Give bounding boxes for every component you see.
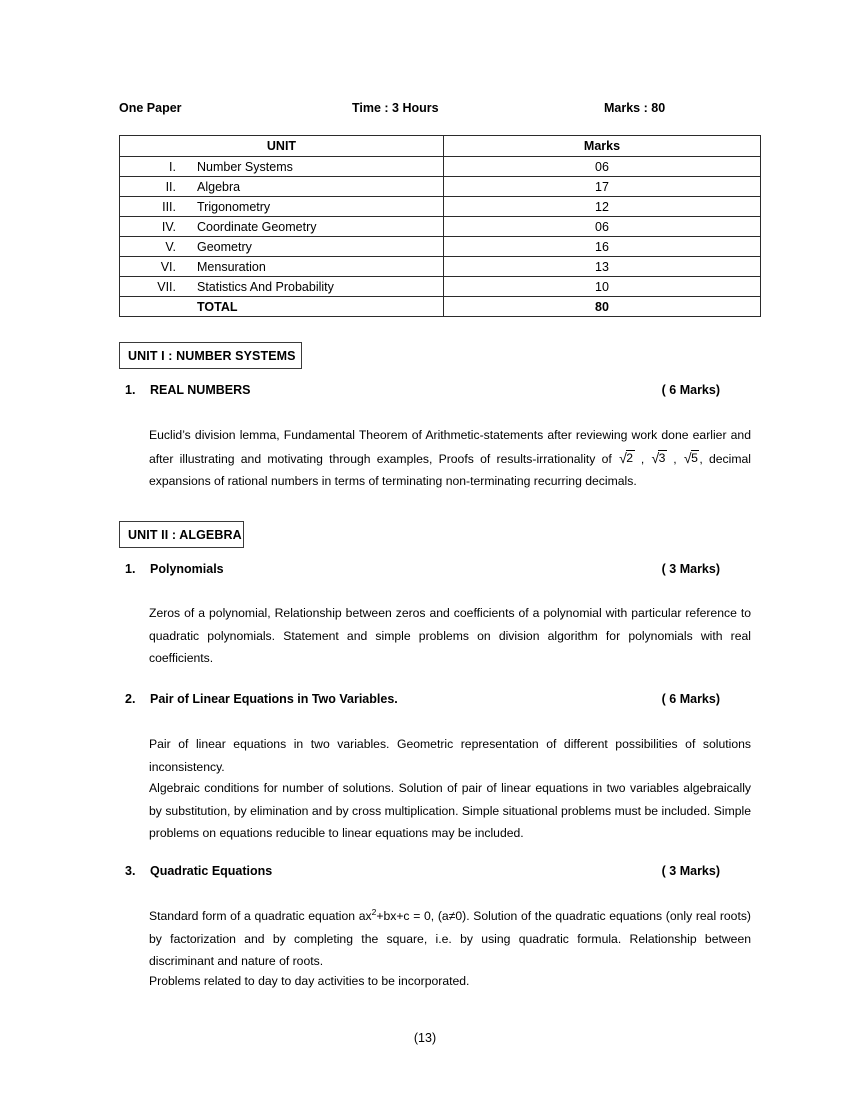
unit-marks: 17 [444,177,761,197]
unit-roman: VII. [157,279,176,294]
unit-roman: I. [169,159,176,174]
radical-sign: √ [651,450,660,466]
unit-marks: 10 [444,277,761,297]
exam-time-label: Time : 3 Hours [352,101,439,115]
topic-number: 2. [125,692,136,706]
table-row [120,197,761,217]
unit-marks: 06 [444,217,761,237]
total-label: TOTAL [197,299,238,314]
unit-roman: III. [162,199,176,214]
column-header-unit: UNIT [120,136,444,157]
sqrt-5 [683,447,699,471]
topic-body-quadratic-equations [149,905,751,973]
sqrt-separator: , [634,451,651,466]
exam-marks-label: Marks : 80 [604,101,666,115]
topic-title: Quadratic Equations [150,864,273,878]
marks-distribution-table [119,135,761,317]
topic-body-pair-linear-equations-1: Pair of linear equations in two variables. Geometric representation of different possibilities of solutions inconsistency. [149,737,751,774]
unit-marks: 06 [444,157,761,177]
topic-body-pair-linear-equations-2: Algebraic conditions for number of solutions. Solution of pair of linear equations in two variables algebraically by substitution, by elimination and by cross multiplication. Simple situational problems must be included. Simple problems on equations reducible to linear equations may be included. [149,781,751,840]
topic-heading-real-numbers [119,383,758,401]
unit-cell [120,177,444,197]
topic-title: Polynomials [150,562,224,576]
sqrt-2 [618,447,634,471]
table-row [120,237,761,257]
unit-name: Algebra [197,179,241,194]
table-row [120,217,761,237]
radicand: 5 [691,451,698,465]
topic-body-real-numbers [149,424,751,493]
sqrt-3 [650,447,666,471]
exponent-two: 2 [371,906,377,917]
body-text-post: , decimal expansions of rational numbers in terms of terminating non-terminating recurring decimals. [149,451,751,488]
topic-heading-quadratic-equations [119,864,758,882]
body-text-pre: Standard form of a quadratic equation ax [149,909,372,923]
unit-name: Geometry [197,239,252,254]
unit-roman: VI. [160,259,176,274]
unit-name: Trigonometry [197,199,271,214]
radical-sign: √ [619,450,627,466]
unit-roman: V. [165,239,176,254]
exam-meta-row [119,101,758,119]
topic-marks: ( 6 Marks) [661,692,720,706]
page-number: (13) [413,1031,437,1045]
table-row-total [120,297,761,317]
unit-banner-number-systems: UNIT I : NUMBER SYSTEMS [119,342,302,369]
radicand: 2 [626,451,634,465]
topic-body-quadratic-equations-last: Problems related to day to day activities to be incorporated. [149,974,470,988]
topic-title: REAL NUMBERS [150,383,251,397]
column-header-marks: Marks [444,136,761,157]
one-paper-label: One Paper [119,101,182,115]
unit-name: Coordinate Geometry [197,219,317,234]
body-text-mid: +bx+c = 0, (a≠0). Solution of the quadratic equations (only real roots) by factorization and by completing the square, i.e. by using quadratic formula. Relationship between discriminant and nature of roots. [149,909,751,968]
body-text-pre: Euclid’s division lemma, Fundamental Theorem of Arithmetic-statements after reviewing work done earlier and after illustrating and motivating through examples, Proofs of results-irrationality of [149,428,751,466]
table-row [120,157,761,177]
total-cell [120,297,444,317]
unit-cell [120,237,444,257]
table-header-row [120,136,761,157]
unit-name: Statistics And Probability [197,279,334,294]
unit-marks: 16 [444,237,761,257]
topic-marks: ( 3 Marks) [661,864,720,878]
topic-heading-pair-linear-equations [119,692,758,710]
unit-name: Mensuration [197,259,266,274]
unit-name: Number Systems [197,159,293,174]
unit-marks: 13 [444,257,761,277]
topic-number: 3. [125,864,136,878]
unit-cell [120,197,444,217]
topic-heading-polynomials [119,562,758,580]
unit-roman: II. [165,179,176,194]
unit-cell [120,217,444,237]
topic-body-polynomials: Zeros of a polynomial, Relationship between zeros and coefficients of a polynomial with particular reference to quadratic polynomials. Statement and simple problems on division algorithm for polynomials with real coefficients. [149,606,751,665]
table-row [120,257,761,277]
topic-number: 1. [125,562,136,576]
unit-cell [120,157,444,177]
table-row [120,277,761,297]
radical-sign: √ [683,450,692,466]
unit-roman: IV. [161,219,176,234]
sqrt-separator: , [666,451,683,466]
topic-marks: ( 6 Marks) [661,383,720,397]
unit-cell [120,277,444,297]
unit-cell [120,257,444,277]
topic-title: Pair of Linear Equations in Two Variables. [150,692,398,706]
unit-marks: 12 [444,197,761,217]
radicand: 3 [658,451,666,465]
total-marks: 80 [444,297,761,317]
unit-banner-algebra: UNIT II : ALGEBRA [119,521,244,548]
topic-marks: ( 3 Marks) [661,562,720,576]
topic-number: 1. [125,383,136,397]
table-row [120,177,761,197]
